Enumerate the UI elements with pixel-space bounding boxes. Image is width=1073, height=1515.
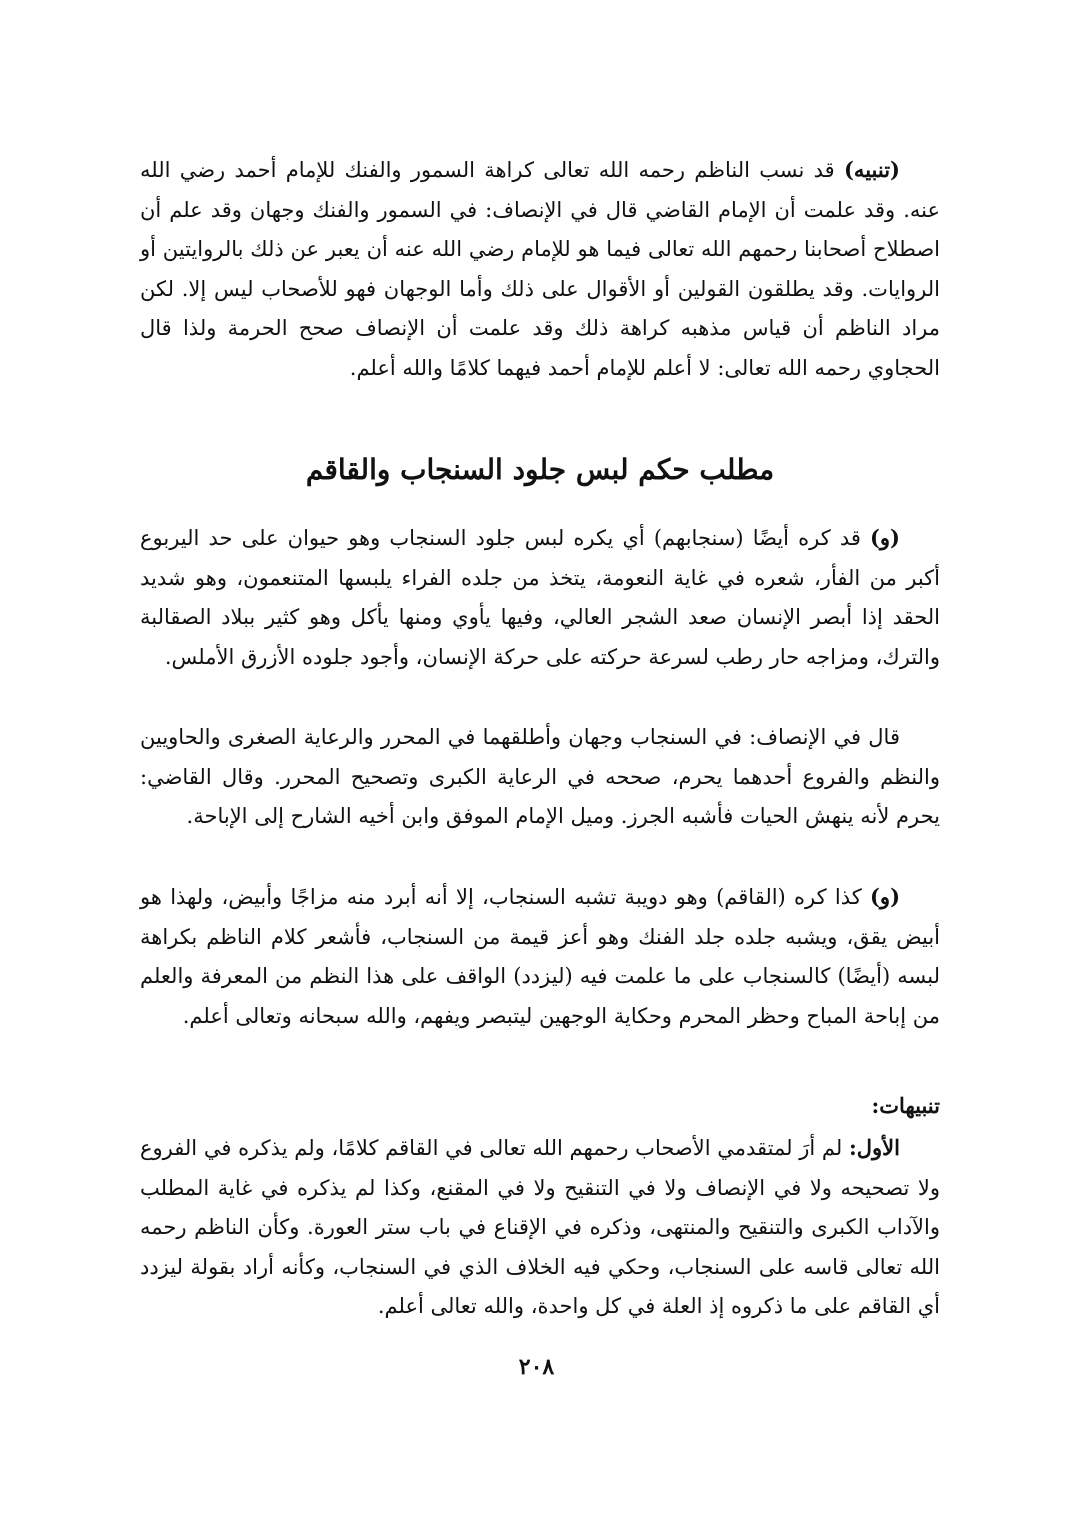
paragraph-tanbih — [140, 150, 940, 388]
paragraph-qaqim — [140, 877, 940, 1036]
paragraph-lead-qaqim: (و) — [870, 884, 901, 909]
paragraph-text-sinjab: قد كره أيضًا (سنجابهم) أي يكره لبس جلود السنجاب وهو حيوان على حد اليربوع أكبر من الفأر، شعره في غاية النعومة، يتخذ من جلده الفراء يلبسها المتنعمون، وهو شديد الحقد إذا أبصر الإنسان صعد الشجر العالي، وفيها يأوي ومنها يأكل وهو كثير ببلاد الصقالبة والترك، ومزاجه حار رطب لسرعة حركته على حركة الإنسان، وأجود جلوده الأزرق الأملس. — [140, 526, 940, 669]
paragraph-text-insaf: قال في الإنصاف: في السنجاب وجهان وأطلقهما في المحرر والرعاية الصغرى والحاويين والنظم والفروع أحدهما يحرم، صححه في الرعاية الكبرى وتصحيح المحرر. وقال القاضي: يحرم لأنه ينهش الحيات فأشبه الجرز. وميل الإمام الموفق وابن أخيه الشارح إلى الإباحة. — [140, 725, 940, 828]
section-heading: مطلب حكم لبس جلود السنجاب والقاقم — [305, 453, 775, 486]
paragraph-sinjab — [140, 518, 940, 677]
paragraph-first-note — [140, 1128, 940, 1327]
paragraph-lead-first-note: الأول: — [849, 1135, 900, 1160]
paragraph-insaf — [140, 718, 940, 837]
paragraph-lead-tanbih: (تنبيه) — [844, 157, 900, 182]
paragraph-lead-sinjab: (و) — [869, 525, 900, 550]
paragraph-text-qaqim: كذا كره (القاقم) وهو دويبة تشبه السنجاب، إلا أنه أبرد منه مزاجًا وأبيض، ولهذا هو أبيض يقق، ويشبه جلده جلد الفنك وهو أعز قيمة من السنجاب، فأشعر كلام الناظم بكراهة لبسه (أيضًا) كالسنجاب على ما علمت فيه (ليزدد) الواقف على هذا النظم من المعرفة والعلم من إباحة المباح وحظر المحرم وحكاية الوجهين ليتبصر ويفهم، والله سبحانه وتعالى أعلم. — [140, 885, 940, 1028]
notes-heading: تنبيهات: — [871, 1093, 940, 1118]
paragraph-text-first-note: لم أرَ لمتقدمي الأصحاب رحمهم الله تعالى في القاقم كلامًا، ولم يذكره في الفروع ولا تصحيحه ولا في الإنصاف ولا في التنقيح ولا في المقنع، وكذا لم يذكره في غاية المطلب والآداب الكبرى والتنقيح والمنتهى، وذكره في الإقناع في باب ستر العورة. وكأن الناظم رحمه الله تعالى قاسه على السنجاب، وحكي فيه الخلاف الذي في السنجاب، وكأنه أراد بقولة ليزدد أي القاقم على ما ذكروه إذ العلة في كل واحدة، والله تعالى أعلم. — [140, 1136, 940, 1318]
page-number: ٢٠٨ — [518, 1354, 555, 1380]
paragraph-text-tanbih: قد نسب الناظم رحمه الله تعالى كراهة السمور والفنك للإمام أحمد رضي الله عنه. وقد علمت أن الإمام القاضي قال في الإنصاف: في السمور والفنك وجهان وقد علم أن اصطلاح أصحابنا رحمهم الله تعالى فيما هو للإمام رضي الله عنه أن يعبر عن ذلك بالروايتين أو الروايات. وقد يطلقون القولين أو الأقوال على ذلك وأما الوجهان فهو للأصحاب ليس إلا. لكن مراد الناظم أن قياس مذهبه كراهة ذلك وقد علمت أن الإنصاف صحح الحرمة ولذا قال الحجاوي رحمه الله تعالى: لا أعلم للإمام أحمد فيهما كلامًا والله أعلم. — [140, 158, 940, 380]
